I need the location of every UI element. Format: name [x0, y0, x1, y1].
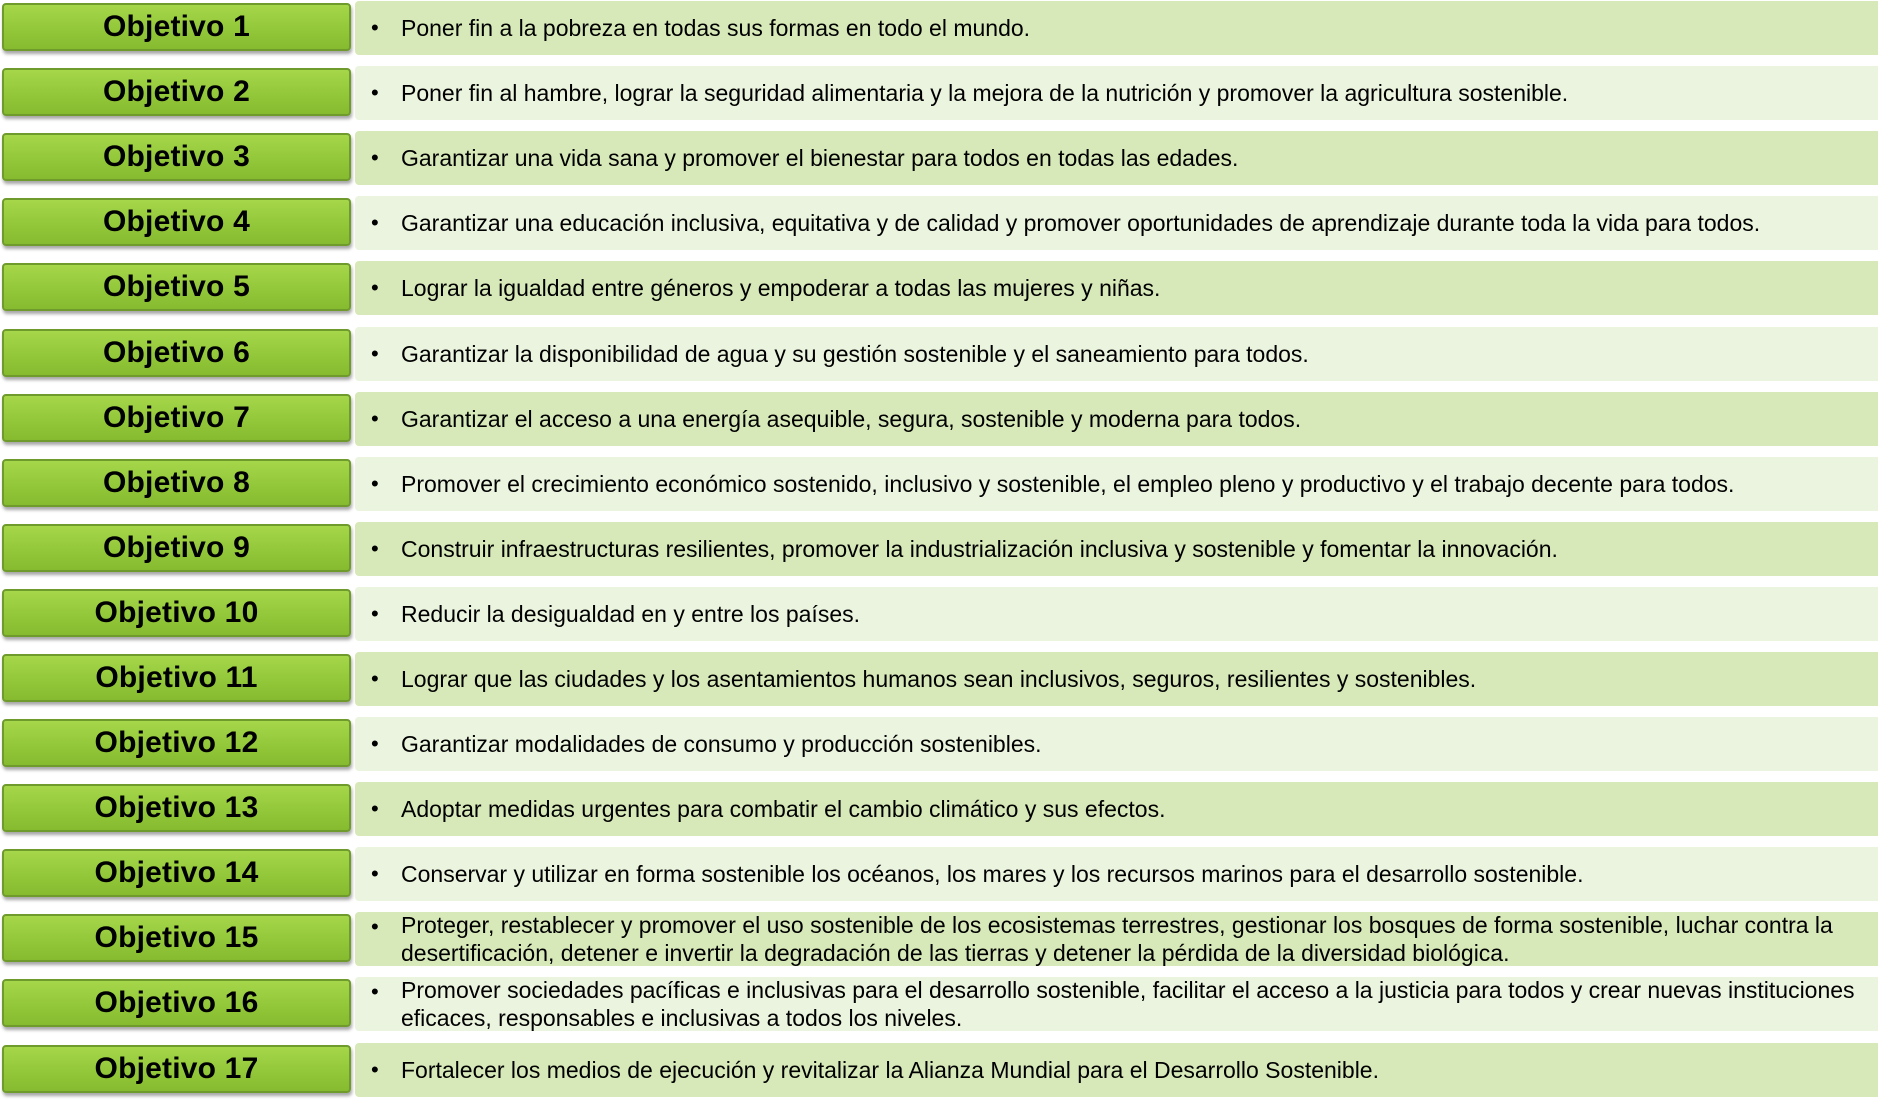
objective-label: Objetivo 14 [94, 856, 259, 889]
objective-description-box [355, 587, 1878, 641]
objective-row [0, 977, 1878, 1033]
objective-description-box [355, 327, 1878, 381]
objective-row [0, 717, 1878, 773]
objective-description-box [355, 977, 1878, 1031]
objective-description-box [355, 652, 1878, 706]
objective-description-box [355, 847, 1878, 901]
objective-label-box [2, 133, 351, 181]
objective-description: Poner fin al hambre, lograr la seguridad alimentaria y la mejora de la nutrición y promover la agricultura sostenible. [401, 79, 1569, 106]
objective-description: Proteger, restablecer y promover el uso sostenible de los ecosistemas terrestres, gestionar los bosques de forma sostenible, luchar contra la desertificación, detener e invertir la degradación de las tierras y detener la pérdida de la diversidad biológica. [401, 912, 1833, 966]
objective-description-box [355, 66, 1878, 120]
objective-label-box [2, 329, 351, 377]
objective-label-box [2, 459, 351, 507]
objective-description-box [355, 782, 1878, 836]
objective-description: Construir infraestructuras resilientes, promover la industrialización inclusiva y sostenible y fomentar la innovación. [401, 535, 1558, 562]
objective-description: Poner fin a la pobreza en todas sus formas en todo el mundo. [401, 14, 1031, 41]
objective-row [0, 912, 1878, 968]
objective-row [0, 131, 1878, 187]
bullet-icon: • [371, 979, 379, 1004]
objective-row [0, 652, 1878, 708]
objective-description-box [355, 912, 1878, 966]
objective-row [0, 1043, 1878, 1099]
objective-description: Garantizar la disponibilidad de agua y su gestión sostenible y el saneamiento para todos. [401, 340, 1309, 367]
objective-row [0, 196, 1878, 252]
objective-row [0, 522, 1878, 578]
objective-row [0, 66, 1878, 122]
objective-label-box [2, 719, 351, 767]
objective-row [0, 847, 1878, 903]
objective-row [0, 261, 1878, 317]
objective-label: Objetivo 6 [102, 336, 251, 369]
objective-description: Reducir la desigualdad en y entre los países. [401, 600, 861, 627]
bullet-icon: • [371, 666, 379, 691]
objective-label: Objetivo 13 [94, 791, 259, 824]
bullet-icon: • [371, 861, 379, 886]
objective-row [0, 327, 1878, 383]
objective-label-box [2, 3, 351, 51]
bullet-icon: • [371, 796, 379, 821]
objective-description-box [355, 1043, 1878, 1097]
objective-description: Garantizar modalidades de consumo y producción sostenibles. [401, 730, 1042, 757]
objective-label-box [2, 654, 351, 702]
objective-description: Fortalecer los medios de ejecución y revitalizar la Alianza Mundial para el Desarrollo Sostenible. [401, 1056, 1379, 1083]
objective-label: Objetivo 17 [94, 1052, 259, 1085]
bullet-icon: • [371, 471, 379, 496]
objective-description-box [355, 522, 1878, 576]
objective-description: Lograr que las ciudades y los asentamientos humanos sean inclusivos, seguros, resilientes y sostenibles. [401, 665, 1477, 692]
objective-description-box [355, 392, 1878, 446]
bullet-icon: • [371, 145, 379, 170]
objective-row [0, 782, 1878, 838]
objective-label: Objetivo 11 [95, 661, 258, 694]
objective-label-box [2, 979, 351, 1027]
objective-label-box [2, 849, 351, 897]
bullet-icon: • [371, 536, 379, 561]
objective-label-box [2, 198, 351, 246]
objective-label: Objetivo 4 [102, 205, 251, 238]
bullet-icon: • [371, 406, 379, 431]
bullet-icon: • [371, 275, 379, 300]
objective-label: Objetivo 9 [102, 531, 251, 564]
objective-description-box [355, 1, 1878, 55]
objective-description-box [355, 261, 1878, 315]
objective-row [0, 392, 1878, 448]
objective-label: Objetivo 10 [94, 596, 259, 629]
bullet-icon: • [371, 341, 379, 366]
bullet-icon: • [371, 914, 379, 939]
bullet-icon: • [371, 731, 379, 756]
objective-label-box [2, 524, 351, 572]
objective-description-box [355, 717, 1878, 771]
objective-label: Objetivo 15 [94, 921, 259, 954]
objective-description-box [355, 196, 1878, 250]
objective-description: Garantizar una educación inclusiva, equitativa y de calidad y promover oportunidades de aprendizaje durante toda la vida para todos. [401, 209, 1761, 236]
objective-label-box [2, 914, 351, 962]
objective-row [0, 1, 1878, 57]
objective-label: Objetivo 12 [94, 726, 259, 759]
objective-description: Adoptar medidas urgentes para combatir el cambio climático y sus efectos. [401, 795, 1166, 822]
objective-description-box [355, 131, 1878, 185]
objective-label: Objetivo 16 [94, 986, 259, 1019]
bullet-icon: • [371, 1057, 379, 1082]
objective-description-box [355, 457, 1878, 511]
objective-description: Lograr la igualdad entre géneros y empoderar a todas las mujeres y niñas. [401, 274, 1161, 301]
bullet-icon: • [371, 80, 379, 105]
bullet-icon: • [371, 15, 379, 40]
objective-label-box [2, 1045, 351, 1093]
objective-description: Promover el crecimiento económico sostenido, inclusivo y sostenible, el empleo pleno y productivo y el trabajo decente para todos. [401, 470, 1735, 497]
bullet-icon: • [371, 601, 379, 626]
objective-description: Garantizar una vida sana y promover el bienestar para todos en todas las edades. [401, 144, 1239, 171]
objective-label: Objetivo 5 [102, 270, 251, 303]
objective-label: Objetivo 7 [102, 401, 251, 434]
objective-row [0, 457, 1878, 513]
objective-label-box [2, 589, 351, 637]
objective-description: Garantizar el acceso a una energía asequible, segura, sostenible y moderna para todos. [401, 405, 1302, 432]
objective-label: Objetivo 1 [102, 10, 251, 43]
objective-label: Objetivo 3 [102, 140, 251, 173]
objective-row [0, 587, 1878, 643]
objective-label-box [2, 68, 351, 116]
objective-label-box [2, 263, 351, 311]
bullet-icon: • [371, 210, 379, 235]
objective-label: Objetivo 2 [102, 75, 251, 108]
objective-label: Objetivo 8 [102, 466, 251, 499]
objective-label-box [2, 784, 351, 832]
objective-label-box [2, 394, 351, 442]
objective-description: Promover sociedades pacíficas e inclusivas para el desarrollo sostenible, facilitar el acceso a la justicia para todos y crear nuevas instituciones eficaces, responsables e inclusivas a todos los niveles. [401, 977, 1855, 1031]
objective-description: Conservar y utilizar en forma sostenible los océanos, los mares y los recursos marinos para el desarrollo sostenible. [401, 860, 1584, 887]
